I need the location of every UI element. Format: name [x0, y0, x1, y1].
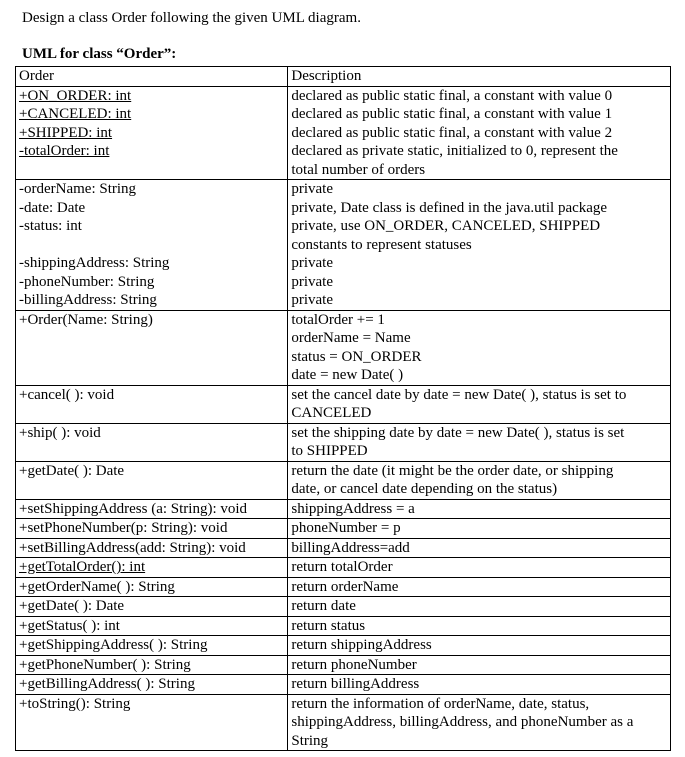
- member-phone-number: -phoneNumber: String: [19, 273, 155, 290]
- member-set-billing-address: +setBillingAddress(add: String): void: [19, 539, 246, 556]
- desc-get-phone-number: return phoneNumber: [291, 656, 417, 673]
- member-constructor: +Order(Name: String): [19, 311, 153, 328]
- member-shipped: +SHIPPED: int: [19, 124, 113, 141]
- desc-shipping-address: private: [291, 255, 334, 271]
- member-get-date-1: +getDate( ): Date: [19, 462, 125, 479]
- getter-row: [16, 655, 671, 675]
- member-get-shipping-address: +getShippingAddress( ): String: [19, 637, 208, 653]
- desc-total-order-line1: declared as private static, initialized to 0, represent the: [291, 143, 618, 159]
- intro-text: Design a class Order following the given UML diagram.: [22, 10, 361, 26]
- member-canceled: +CANCELED: int: [19, 106, 132, 122]
- getter-row: [16, 616, 671, 636]
- setter-row: [16, 538, 671, 558]
- member-to-string: +toString(): String: [19, 695, 131, 712]
- cancel-row: [16, 385, 671, 423]
- member-shipping-address: -shippingAddress: String: [19, 255, 170, 271]
- member-get-total-order: +getTotalOrder(): int: [19, 559, 146, 575]
- member-get-status: +getStatus( ): int: [19, 617, 120, 634]
- desc-ship-line1: set the shipping date by date = new Date( ), status is set: [291, 424, 625, 441]
- desc-date: private, Date class is defined in the java.util package: [291, 199, 608, 216]
- desc-canceled: declared as public static final, a constant with value 1: [291, 106, 613, 122]
- getter-row: [16, 636, 671, 656]
- constructor-row: [16, 310, 671, 385]
- desc-set-shipping-address: shippingAddress = a: [291, 500, 415, 517]
- desc-status-line1: private, use ON_ORDER, CANCELED, SHIPPED: [291, 218, 601, 234]
- setter-row: [16, 499, 671, 519]
- static-members-row: [16, 86, 671, 180]
- desc-to-string-line1: return the information of orderName, date, status,: [291, 695, 590, 712]
- fields-row: [16, 180, 671, 311]
- desc-get-shipping-address: return shippingAddress: [291, 637, 432, 653]
- tostring-row: [16, 694, 671, 751]
- member-order-name: -orderName: String: [19, 181, 137, 197]
- getter-row: [16, 558, 671, 578]
- uml-table: [15, 66, 671, 751]
- desc-set-billing-address: billingAddress=add: [291, 539, 410, 556]
- desc-get-date-line2: date, or cancel date depending on the status): [291, 481, 558, 497]
- description-header-cell: Description: [288, 67, 671, 87]
- desc-on-order: declared as public static final, a constant with value 0: [291, 87, 613, 104]
- class-name-cell: Order: [16, 67, 288, 87]
- get-date-status-row: [16, 461, 671, 499]
- constructor-line: totalOrder += 1: [291, 311, 385, 328]
- setter-row: [16, 519, 671, 539]
- member-get-billing-address: +getBillingAddress( ): String: [19, 676, 195, 692]
- member-ship: +ship( ): void: [19, 424, 101, 441]
- desc-cancel-line1: set the cancel date by date = new Date( ), status is set to: [291, 386, 627, 403]
- getter-row: [16, 597, 671, 617]
- member-on-order: +ON_ORDER: int: [19, 87, 132, 104]
- desc-total-order-line2: total number of orders: [291, 161, 426, 178]
- member-date: -date: Date: [19, 199, 86, 216]
- getter-row: [16, 675, 671, 695]
- constructor-line: orderName = Name: [291, 330, 411, 346]
- uml-heading: UML for class “Order”:: [22, 46, 177, 62]
- desc-billing-address: private: [291, 292, 334, 308]
- desc-order-name: private: [291, 181, 334, 197]
- member-cancel: +cancel( ): void: [19, 386, 115, 403]
- constructor-line: date = new Date( ): [291, 367, 404, 383]
- desc-cancel-line2: CANCELED: [291, 405, 372, 421]
- constructor-line: status = ON_ORDER: [291, 348, 422, 365]
- member-set-shipping-address: +setShippingAddress (a: String): void: [19, 500, 248, 517]
- member-total-order: -totalOrder: int: [19, 143, 110, 159]
- desc-ship-line2: to SHIPPED: [291, 443, 368, 459]
- desc-to-string-line2: shippingAddress, billingAddress, and phoneNumber as a: [291, 714, 634, 730]
- desc-set-phone-number: phoneNumber = p: [291, 520, 401, 536]
- desc-get-status: return status: [291, 617, 366, 634]
- member-set-phone-number: +setPhoneNumber(p: String): void: [19, 520, 228, 536]
- desc-get-billing-address: return billingAddress: [291, 676, 420, 692]
- member-billing-address: -billingAddress: String: [19, 292, 157, 308]
- desc-get-total-order: return totalOrder: [291, 559, 393, 575]
- desc-get-date-2: return date: [291, 598, 356, 614]
- desc-status-line2: constants to represent statuses: [291, 236, 472, 253]
- table-header-row: [16, 67, 671, 87]
- desc-shipped: declared as public static final, a constant with value 2: [291, 124, 613, 141]
- desc-get-date-line1: return the date (it might be the order date, or shipping: [291, 462, 614, 479]
- desc-get-order-name: return orderName: [291, 578, 399, 595]
- member-get-date-2: +getDate( ): Date: [19, 598, 125, 614]
- getter-row: [16, 577, 671, 597]
- desc-to-string-line3: String: [291, 732, 329, 749]
- member-status: -status: int: [19, 218, 82, 234]
- desc-phone-number: private: [291, 273, 334, 290]
- ship-row: [16, 423, 671, 461]
- member-get-phone-number: +getPhoneNumber( ): String: [19, 656, 191, 673]
- member-get-order-name: +getOrderName( ): String: [19, 578, 175, 595]
